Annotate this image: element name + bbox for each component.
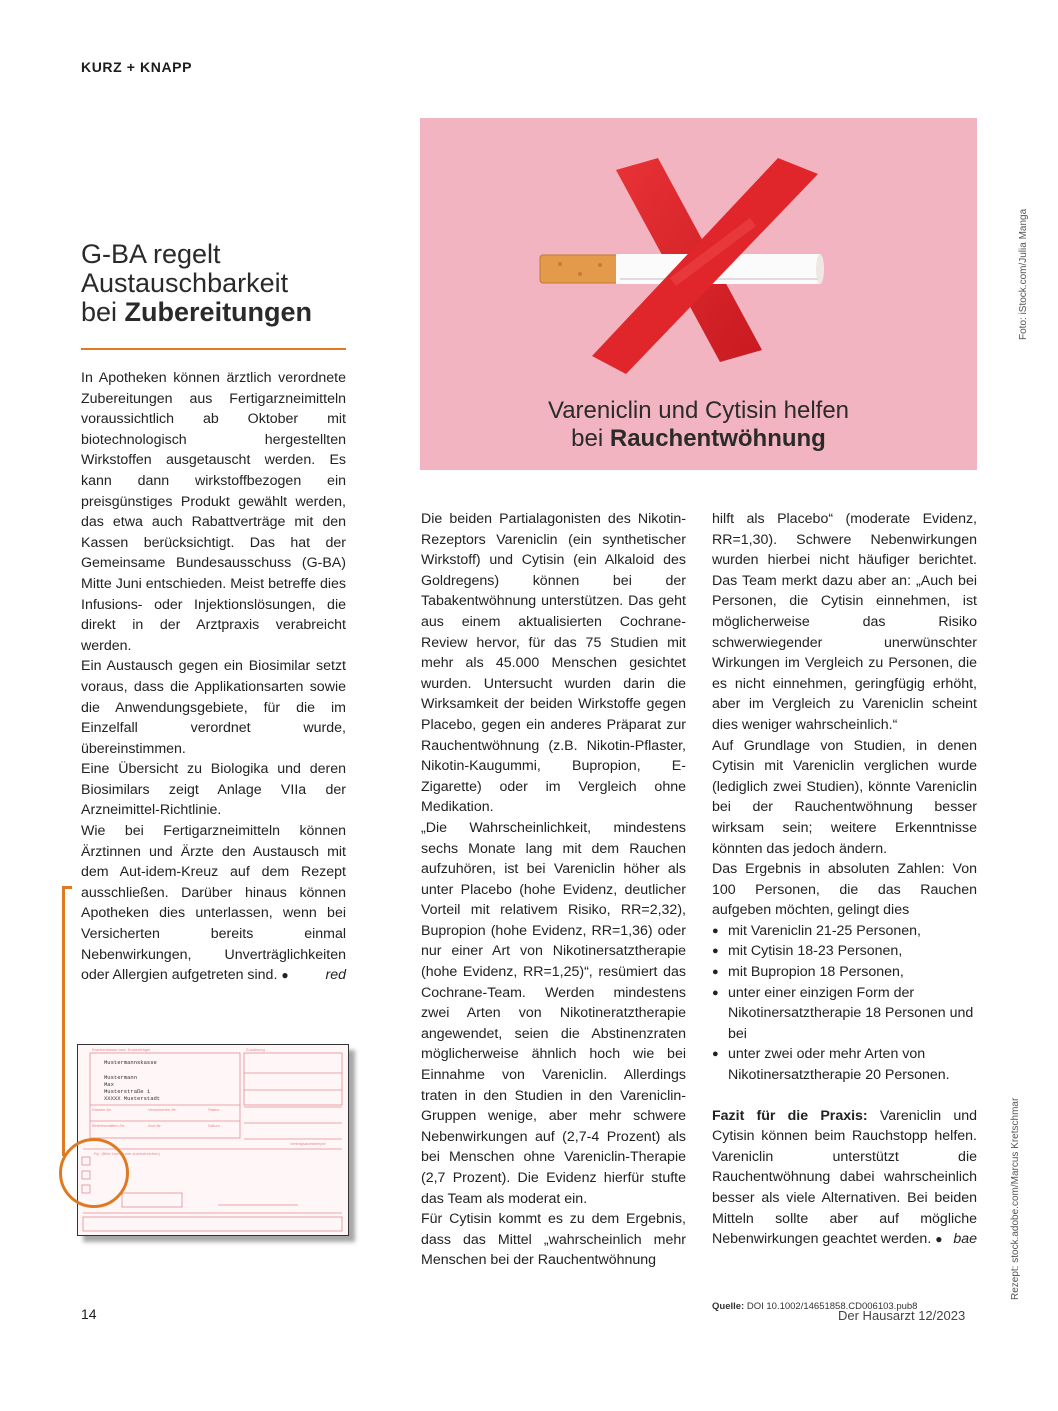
rx-city: XXXXX Musterstadt (104, 1095, 161, 1102)
bracket-line (62, 886, 65, 1156)
svg-text:Rp. (Bitte Leerräume durchstre: Rp. (Bitte Leerräume durchstreichen) (94, 1151, 160, 1156)
hero-title-prefix: bei (571, 425, 610, 452)
paragraph: „Die Wahrscheinlichkeit, mindestens sechs Monate lang mit dem Rauchen aufzuhören, ist bei Vareniclin höher als unter Placebo (hohe Evidenz, deutlicher Vorteil mit relativem Risiko, RR=2,32), Bupropion (hohe Evidenz, RR=1,36) oder nur einer Art von Nikotinersatztherapie (hohe Evidenz, RR=1,25)“, resümiert das Cochrane-Team. Werden mindestens zwei Arten von Nikotineratztherapie angewendet, seien die Abstinenzraten möglicherweise ähnlich hoch wie bei Einnahme von Vareniclin. Allerdings traten in den Studien in den Vareniclin-Gruppen wenige, aber mehr schwere Nebenwirkungen auf (2,7-4 Prozent) als bei Menschen ohne Vareniclin-Therapie (2,7 Prozent). Die Evidenz hierfür stufte das Team als moderat ein. (421, 819, 686, 1207)
hero-title-line-2 (420, 425, 977, 453)
article-2-column-1 (421, 509, 686, 1271)
article-1-body (81, 368, 346, 986)
section-label: KURZ + KNAPP (81, 59, 193, 75)
author-signature: bae (953, 1231, 977, 1248)
fazit-text: Vareniclin und Cytisin können beim Rauchstopp helfen. Vareniclin unterstützt die Rauchentwöhnung dabei wahrscheinlich besser als viele Alternativen. Bei beiden Mitteln sollte aber auf mögliche Nebenwirkungen geachtet werden. (712, 1107, 977, 1248)
svg-text:Datum: Datum (208, 1123, 220, 1128)
aut-idem-highlight-circle (59, 1138, 129, 1208)
end-mark: ● (935, 1232, 943, 1247)
fazit-paragraph (712, 1106, 977, 1250)
svg-text:Status: Status (208, 1107, 220, 1112)
paragraph: Eine Übersicht zu Biologika und deren Biosimilars zeigt Anlage VIIa der Arzneimittel-Richtlinie. (81, 761, 346, 819)
paragraph-text: Wie bei Fertigarzneimitteln können Ärztinnen und Ärzte den Austausch mit dem Aut-idem-Kreuz auf dem Rezept ausschließen. Darüber hinaus können Apotheken dies unterlassen, wenn bei Versicherten bereits einmal Nebenwirkungen, Unverträglichkeiten oder Allergien aufgetreten sind. (81, 823, 346, 984)
rx-name-first: Max (104, 1081, 114, 1088)
source-doi: DOI 10.1002/14651858.CD006103.pub8 (744, 1301, 918, 1312)
photo-credit: Foto: iStock.com/Julia Manga (1018, 208, 1029, 340)
list-item: ● unter zwei oder mehr Arten von Nikotinersatztherapie 20 Personen. (712, 1044, 977, 1085)
headline-bold: Zubereitungen (124, 297, 313, 327)
list-item: ● mit Cytisin 18-23 Personen, (712, 941, 977, 962)
svg-text:Kassen-Nr.: Kassen-Nr. (92, 1107, 112, 1112)
headline-prefix: bei (81, 297, 125, 327)
paragraph: Die beiden Partialagonisten des Nikotin-Rezeptors Vareniclin (ein synthetischer Wirkstoff) und Cytisin (ein Alkaloid des Goldregens) können bei der Tabakentwöhnung unterstützen. Das geht aus einem aktualisierten Cochrane-Review hervor, für das 75 Studien mit mehr als 45.000 Menschen gesichtet wurden. Untersucht wurden darin die Wirksamkeit der beiden Wirkstoffe gegen Placebo, gegen ein anderes Präparat zur Rauchentwöhnung (z.B. Nikotin-Pflaster, Nikotin-Kaugummi, Bupropion, E-Zigarette) oder im Vergleich ohne Medikation. (421, 511, 686, 816)
article-2-column-2 (712, 509, 977, 1250)
paragraph: Das Ergebnis in absoluten Zahlen: Von 100 Personen, die das Rauchen aufgeben möchten, gelingt dies (712, 861, 977, 919)
rezept-credit: Rezept: stock.adobe.com/Marcus Kretschmar (1010, 1097, 1021, 1300)
svg-text:Krankenkasse bzw. Kostenträger: Krankenkasse bzw. Kostenträger (92, 1047, 151, 1052)
paragraph (81, 821, 346, 986)
prescription-form-graphic (78, 1045, 348, 1235)
headline-line-3 (81, 298, 361, 327)
fazit-label: Fazit für die Praxis: (712, 1107, 868, 1124)
rx-name-last: Mustermann (104, 1074, 138, 1081)
svg-text:Vertragsarztstempel: Vertragsarztstempel (290, 1141, 326, 1146)
magazine-issue: Der Hausarzt 12/2023 (838, 1308, 966, 1323)
author-signature: red (325, 967, 346, 984)
headline-line-1: G-BA regelt (81, 239, 221, 269)
svg-text:Zuzahlung: Zuzahlung (246, 1047, 265, 1052)
rx-street: Musterstraße 1 (104, 1088, 151, 1095)
article-1-headline (81, 240, 361, 327)
paragraph: Ein Austausch gegen ein Biosimilar setzt voraus, dass die Applikationsarten sowie die Anwendungsgebiete, für die im Einzelfall verordnet wurde, übereinstimmen. (81, 658, 346, 757)
headline-line-2: Austauschbarkeit (81, 268, 289, 298)
paragraph: Für Cytisin kommt es zu dem Ergebnis, dass das Mittel „wahrscheinlich mehr Menschen bei der Rauchentwöhnung (421, 1211, 686, 1269)
paragraph: Auf Grundlage von Studien, in denen Cytisin mit Vareniclin verglichen wurde (lediglich zwei Studien), könnte Vareniclin bei der Rauchentwöhnung besser wirksam sein; weitere Erkenntnisse könnten das jedoch ändern. (712, 737, 977, 857)
hero-title (420, 397, 977, 453)
list-item: ● mit Vareniclin 21-25 Personen, (712, 921, 977, 942)
list-item: ● mit Bupropion 18 Personen, (712, 962, 977, 983)
paragraph: hilft als Placebo“ (moderate Evidenz, RR=1,30). Schwere Nebenwirkungen wurden hierbei nicht häufiger berichtet. Das Team merkt dazu aber an: „Auch bei Personen, die Cytisin einnehmen, ist möglicherweise das Risiko schwerwiegender unerwünschter Wirkungen im Vergleich zu Personen, die es nicht einnehmen, geringfügig erhöht, aber im Vergleich zu Vareniclin scheint dies weniger wahrscheinlich.“ (712, 511, 977, 733)
svg-text:Betriebsstätten-Nr.: Betriebsstätten-Nr. (92, 1123, 126, 1128)
hero-title-bold: Rauchentwöhnung (609, 425, 826, 452)
page-number: 14 (81, 1306, 97, 1322)
paragraph: In Apotheken können ärztlich verordnete Zubereitungen aus Fertigarzneimitteln voraussichtlich ab Oktober mit biotechnologisch hergestellten Wirkstoffen ausgetauscht werden. Es kann dann wirkstoffbezogen ein preisgünstiges Produkt gewählt werden, das etwa auch Rabattverträge mit den Kassen berücksichtigt. Das hat der Gemeinsame Bundesausschuss (G-BA) Mitte Juni entschieden. Meist betreffe dies Infusions- oder Injektionslösungen, die direkt in der Arztpraxis verabreicht werden. (81, 370, 346, 654)
rx-insurer: Mustermannskasse (104, 1059, 157, 1066)
hero-title-line-1: Vareniclin und Cytisin helfen (547, 397, 850, 424)
headline-rule (81, 348, 346, 350)
svg-text:Arzt-Nr.: Arzt-Nr. (148, 1123, 162, 1128)
source-label: Quelle: (712, 1301, 745, 1312)
list-item: ● unter einer einzigen Form der Nikotinersatztherapie 18 Personen und bei (712, 983, 977, 1045)
svg-text:Versicherten-Nr.: Versicherten-Nr. (148, 1107, 177, 1112)
prescription-image (77, 1044, 349, 1236)
results-list (712, 921, 977, 1086)
end-mark: ● (281, 968, 289, 983)
